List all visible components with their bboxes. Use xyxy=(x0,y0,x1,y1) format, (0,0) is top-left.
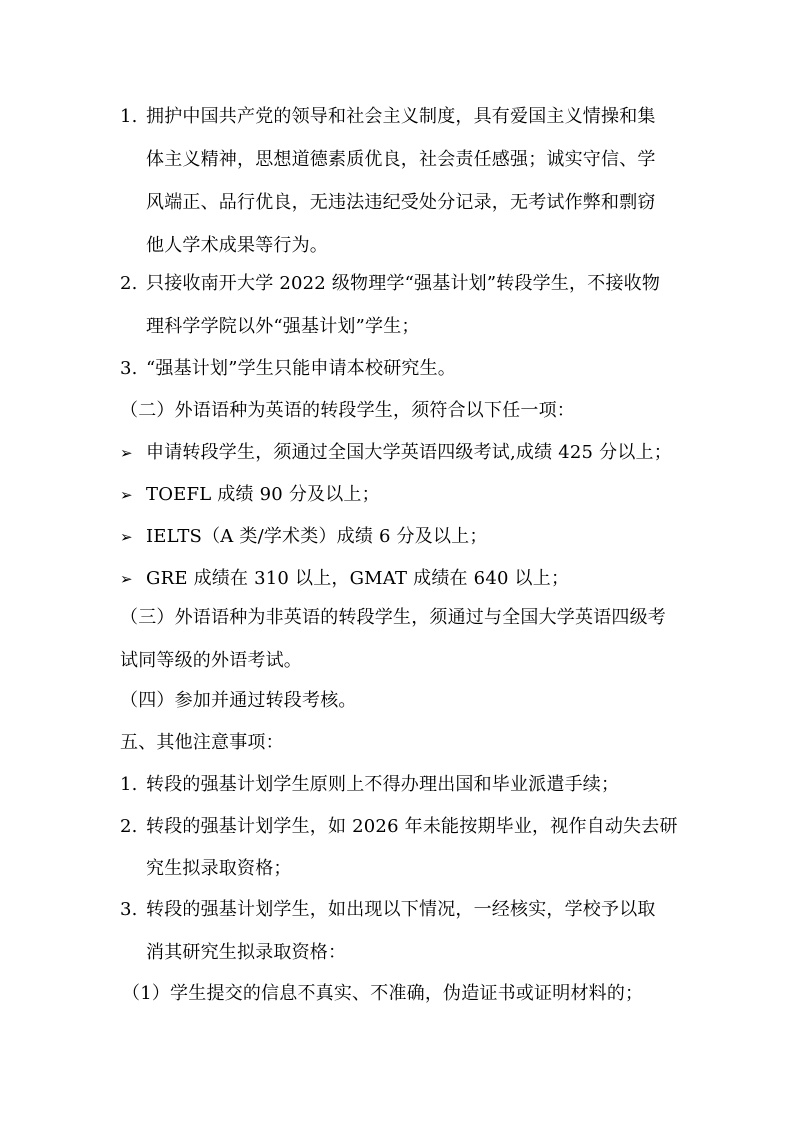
list-item xyxy=(120,815,678,839)
paragraph-text: （三）外语语种为非英语的转段学生，须通过与全国大学英语四级考 xyxy=(120,607,666,628)
paragraph-text: （四）参加并通过转段考核。 xyxy=(120,690,357,711)
paragraph-text: 究生拟录取资格； xyxy=(146,858,292,879)
arrow-bullet-icon: ➢ xyxy=(120,570,133,588)
list-number: 2. xyxy=(120,273,138,294)
section-heading xyxy=(120,731,284,755)
paragraph-text: TOEFL 成绩 90 分及以上； xyxy=(146,484,380,505)
list-number: 1. xyxy=(120,774,138,795)
paragraph-text: 试同等级的外语考试。 xyxy=(120,650,302,671)
section-heading xyxy=(120,689,357,713)
paragraph-text: 五、其他注意事项： xyxy=(120,732,284,753)
list-number: 3. xyxy=(120,358,138,379)
paragraph-text: GRE 成绩在 310 以上，GMAT 成绩在 640 以上； xyxy=(146,568,570,589)
paragraph-text: 申请转段学生，须通过全国大学英语四级考试,成绩 425 分以上； xyxy=(146,442,672,463)
paragraph-text: 只接收南开大学 2022 级物理学“强基计划”转段学生，不接收物 xyxy=(146,273,661,294)
paragraph-line xyxy=(146,941,346,965)
section-heading xyxy=(120,399,575,423)
arrow-bullet-icon: ➢ xyxy=(120,486,133,504)
arrow-bullet-icon: ➢ xyxy=(120,444,133,462)
list-number: 1. xyxy=(120,106,138,127)
paragraph-text: 风端正、品行优良，无违法违纪受处分记录，无考试作弊和剽窃 xyxy=(146,192,656,213)
list-item xyxy=(120,898,656,922)
paragraph-text: 体主义精神，思想道德素质优良，社会责任感强；诚实守信、学 xyxy=(146,149,656,170)
paragraph-line xyxy=(120,649,302,673)
section-heading xyxy=(120,606,666,630)
paragraph-text: （1）学生提交的信息不真实、不准确，伪造证书或证明材料的； xyxy=(122,983,644,1004)
arrow-bullet-icon: ➢ xyxy=(120,528,133,546)
bullet-item xyxy=(120,567,569,591)
list-item xyxy=(120,773,619,797)
paragraph-text: 转段的强基计划学生，如 2026 年未能按期毕业，视作自动失去研 xyxy=(146,816,678,837)
bullet-item xyxy=(120,441,672,465)
list-item xyxy=(120,105,656,129)
paragraph-text: 消其研究生拟录取资格： xyxy=(146,942,347,963)
paragraph-text: 拥护中国共产党的领导和社会主义制度，具有爱国主义情操和集 xyxy=(146,106,656,127)
paragraph-line xyxy=(146,191,656,215)
list-number: 3. xyxy=(120,899,138,920)
paragraph-text: 转段的强基计划学生，如出现以下情况，一经核实，学校予以取 xyxy=(146,899,656,920)
paragraph-text: 他人学术成果等行为。 xyxy=(146,235,328,256)
bullet-item xyxy=(120,483,380,507)
paragraph-text: 转段的强基计划学生原则上不得办理出国和毕业派遣手续； xyxy=(146,774,620,795)
list-item xyxy=(120,357,456,381)
paragraph-text: IELTS（A 类/学术类）成绩 6 分及以上； xyxy=(146,526,488,547)
paragraph-line xyxy=(146,857,292,881)
paragraph-line xyxy=(122,982,643,1006)
paragraph-text: 理科学学院以外“强基计划”学生； xyxy=(146,316,420,337)
list-number: 2. xyxy=(120,816,138,837)
paragraph-text: “强基计划”学生只能申请本校研究生。 xyxy=(146,358,457,379)
bullet-item xyxy=(120,525,488,549)
paragraph-line xyxy=(146,315,420,339)
paragraph-text: （二）外语语种为英语的转段学生，须符合以下任一项： xyxy=(120,400,575,421)
paragraph-line xyxy=(146,234,328,258)
list-item xyxy=(120,272,660,296)
paragraph-line xyxy=(146,148,656,172)
